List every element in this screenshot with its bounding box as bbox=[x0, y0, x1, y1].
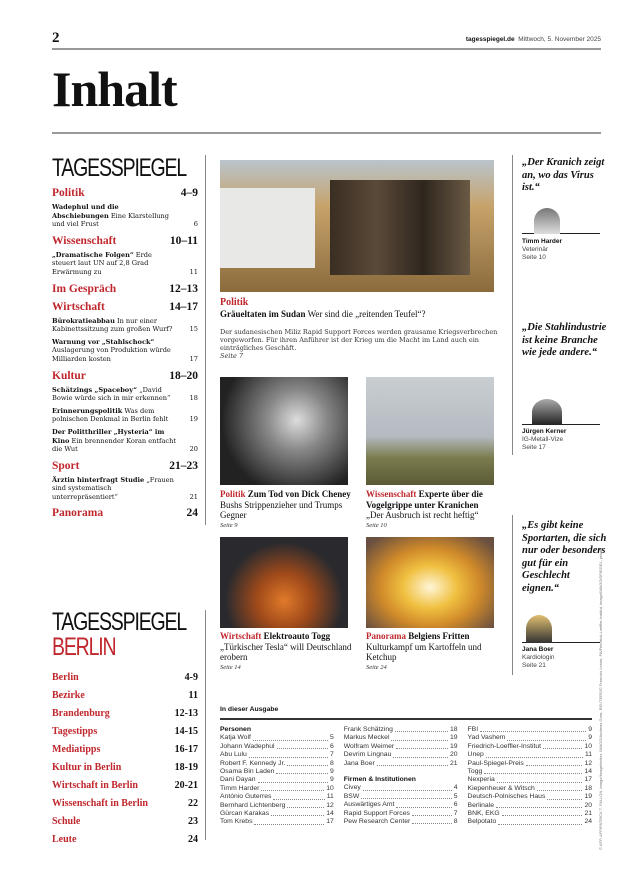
index-page: 19 bbox=[449, 742, 458, 750]
index-page: 21 bbox=[449, 759, 458, 767]
index-page: 10 bbox=[326, 784, 334, 792]
index-name: Unep bbox=[467, 751, 484, 759]
section-pages: 14-15 bbox=[174, 725, 198, 737]
index-page: 12 bbox=[326, 801, 334, 809]
index-page: 19 bbox=[449, 734, 458, 742]
index-page: 9 bbox=[588, 725, 592, 733]
index-entry[interactable] bbox=[220, 734, 334, 742]
index-page: 11 bbox=[326, 793, 334, 801]
toc-section-wissenschaft[interactable] bbox=[52, 235, 198, 247]
index-entry[interactable] bbox=[344, 751, 458, 759]
column-divider bbox=[205, 610, 206, 840]
berlin-toc bbox=[52, 610, 198, 848]
toc-item-text bbox=[52, 407, 177, 424]
story-section: Wissenschaft bbox=[366, 489, 417, 499]
column-divider bbox=[205, 155, 206, 525]
index-page: 8 bbox=[329, 759, 334, 767]
index-box bbox=[220, 706, 592, 827]
index-heading: Personen bbox=[220, 725, 251, 733]
index-name: Belpotato bbox=[467, 818, 497, 826]
toc-item-teaser: Was dem polnischen Denkmal in Berlin fehlt bbox=[52, 406, 169, 424]
leader-dots bbox=[254, 824, 324, 825]
toc-item-page: 21 bbox=[189, 492, 198, 501]
index-entry[interactable] bbox=[220, 793, 334, 801]
berlin-section[interactable] bbox=[52, 758, 198, 776]
leader-dots bbox=[276, 773, 328, 774]
story-togg[interactable] bbox=[220, 631, 355, 673]
toc-item-title: Schätzings „Spaceboy“ bbox=[52, 385, 138, 394]
index-name: Auswärtiges Amt bbox=[343, 801, 395, 809]
fries-photo[interactable] bbox=[366, 537, 494, 628]
index-entry[interactable] bbox=[220, 743, 334, 751]
issue-date: Mittwoch, 5. November 2025 bbox=[518, 36, 601, 43]
toc-section-politik[interactable] bbox=[52, 187, 198, 199]
index-page: 17 bbox=[326, 818, 334, 826]
index-entry[interactable] bbox=[344, 726, 458, 734]
toc-item-title: Wadephul und die Abschiebungen bbox=[52, 203, 119, 220]
index-entry[interactable] bbox=[220, 768, 334, 776]
leader-dots bbox=[412, 815, 452, 816]
toc-item[interactable] bbox=[52, 338, 198, 364]
story-page: Seite 14 bbox=[220, 663, 241, 671]
leader-dots bbox=[497, 782, 583, 783]
toc-item-title: Ärztin hinterfragt Studie bbox=[52, 475, 145, 484]
section-label: Panorama bbox=[52, 507, 104, 520]
section-pages: 4-9 bbox=[184, 671, 198, 683]
index-page: 20 bbox=[449, 751, 458, 759]
section-pages: 4–9 bbox=[180, 187, 198, 199]
toc-item-page: 11 bbox=[189, 267, 198, 276]
story-subline: Kulturkampf um Kartoffeln und Ketchup bbox=[366, 641, 482, 662]
leader-dots bbox=[507, 740, 586, 741]
index-name: Robert F. Kennedy Jr. bbox=[220, 759, 286, 767]
index-name: Pew Research Center bbox=[343, 817, 411, 825]
story-section: Politik bbox=[220, 489, 246, 499]
story-page: Seite 10 bbox=[366, 521, 387, 529]
index-entry[interactable] bbox=[468, 743, 592, 751]
index-page: 9 bbox=[588, 734, 592, 742]
index-name: Jana Boer bbox=[343, 759, 375, 767]
person-page: Seite 10 bbox=[522, 254, 546, 261]
sudan-photo[interactable] bbox=[220, 160, 494, 292]
leader-dots bbox=[277, 748, 328, 749]
person-name: Timm Harder bbox=[522, 238, 562, 245]
leader-dots bbox=[391, 740, 448, 741]
page-number: 2 bbox=[52, 30, 60, 46]
story-section: Wirtschaft bbox=[220, 631, 262, 641]
berlin-section[interactable] bbox=[52, 830, 198, 848]
story-lead[interactable] bbox=[220, 298, 500, 360]
tagesspiegel-logo: TAGESSPIEGEL bbox=[52, 608, 187, 636]
story-body: Der sudanesischen Miliz Rapid Support Forces werden grausame Kriegsverbrechen vorgeworfen. Für ihren Anführer ist der Krieg um die Macht im Land auch ein einträgliches Geschäft. bbox=[220, 328, 498, 352]
leader-dots bbox=[496, 807, 582, 808]
index-page: 19 bbox=[584, 793, 592, 801]
column-divider bbox=[512, 515, 513, 675]
berlin-section[interactable] bbox=[52, 722, 198, 740]
leader-dots bbox=[395, 731, 448, 732]
toc-section-panorama[interactable] bbox=[52, 507, 198, 519]
leader-dots bbox=[484, 773, 582, 774]
toc-item-title: Bürokratieabbau bbox=[52, 316, 115, 325]
section-label: Berlin bbox=[52, 671, 79, 683]
toc-item-text bbox=[52, 428, 177, 454]
section-pages: 12–13 bbox=[169, 282, 198, 295]
index-entry[interactable] bbox=[344, 784, 458, 792]
index-page: 5 bbox=[329, 734, 334, 742]
index-name: Deutsch-Polnisches Haus bbox=[467, 793, 546, 801]
quote-text: „Der Kranich zeigt an, wo das Virus ist.“ bbox=[522, 157, 605, 193]
index-entry[interactable] bbox=[220, 810, 334, 818]
story-headline: Zum Tod von Dick Cheney bbox=[247, 489, 351, 499]
toc-item[interactable] bbox=[52, 386, 198, 403]
toc-item[interactable] bbox=[52, 428, 198, 454]
leader-dots bbox=[480, 731, 586, 732]
index-name: Timm Harder bbox=[220, 784, 260, 792]
person-page: Seite 17 bbox=[522, 444, 546, 451]
index-entry[interactable] bbox=[468, 785, 592, 793]
photo-credits: © AFP, AFP/PATRICK T. FALLON, imago/Imagebroker, IMAGO/Andreas Gora, REUTERS/© Francois Lenoir, PA/Friedrich-Loeffler-Institut, imago/IMAGO/SPIEGEL, privat bbox=[598, 549, 603, 850]
section-pages: 10–11 bbox=[169, 234, 198, 247]
index-page: 20 bbox=[584, 801, 592, 809]
section-label: Brandenburg bbox=[52, 707, 110, 719]
index-page: 5 bbox=[453, 792, 458, 800]
index-name: FBI bbox=[467, 725, 479, 733]
index-entry[interactable] bbox=[344, 734, 458, 742]
story-subline: Wer sind die „reitenden Teufel“? bbox=[307, 308, 426, 319]
section-label: Schule bbox=[52, 815, 81, 827]
index-entry[interactable] bbox=[468, 751, 592, 759]
page-title: Inhalt bbox=[52, 61, 177, 117]
index-name: Johann Wadephul bbox=[220, 742, 275, 750]
story-headline: Gräueltaten im Sudan bbox=[220, 308, 306, 319]
index-name: Civey bbox=[343, 784, 361, 792]
index-page: 12 bbox=[584, 759, 592, 767]
index-name: António Guterres bbox=[220, 793, 272, 801]
leader-dots bbox=[258, 782, 328, 783]
index-name: Devrim Lingnau bbox=[343, 751, 392, 759]
leader-dots bbox=[526, 765, 583, 766]
toc-item[interactable] bbox=[52, 251, 198, 277]
toc-section-kultur[interactable] bbox=[52, 370, 198, 382]
section-pages: 11 bbox=[188, 689, 198, 701]
section-label: Mediatipps bbox=[52, 743, 101, 755]
index-entry[interactable] bbox=[220, 802, 334, 810]
index-heading: Firmen & Institutionen bbox=[343, 775, 416, 783]
index-title: In dieser Ausgabe bbox=[220, 706, 279, 713]
index-rule bbox=[220, 718, 592, 720]
toc-item-page: 15 bbox=[189, 325, 198, 334]
leader-dots bbox=[377, 765, 448, 766]
section-pages: 24 bbox=[188, 833, 198, 845]
index-entry[interactable] bbox=[468, 768, 592, 776]
section-pages: 21–23 bbox=[169, 459, 198, 472]
index-page: 10 bbox=[584, 742, 592, 750]
index-page: 7 bbox=[453, 809, 458, 817]
story-page: Seite 7 bbox=[220, 352, 244, 360]
toc-item-page: 19 bbox=[189, 415, 198, 424]
leader-dots bbox=[261, 790, 324, 791]
index-page: 17 bbox=[584, 776, 592, 784]
toc-section-wirtschaft[interactable] bbox=[52, 301, 198, 313]
index-entry[interactable] bbox=[468, 734, 592, 742]
story-cheney[interactable] bbox=[220, 489, 355, 531]
toc-item-text bbox=[52, 251, 177, 277]
toc-item-text bbox=[52, 338, 177, 364]
toc-item[interactable] bbox=[52, 317, 198, 334]
toc-item-teaser: Auslagerung von Produktion würde Milliarden kosten bbox=[52, 346, 171, 363]
section-label: Wissenschaft bbox=[52, 234, 117, 247]
toc-item[interactable] bbox=[52, 203, 198, 229]
toc-item-teaser: Erde steuert laut UN auf 2,8 Grad Erwärmung zu bbox=[52, 250, 152, 276]
toc-item-page: 6 bbox=[193, 220, 198, 229]
leader-dots bbox=[393, 757, 448, 758]
index-name: Rapid Support Forces bbox=[343, 809, 410, 817]
index-entry[interactable] bbox=[344, 743, 458, 751]
toc-item-page: 20 bbox=[189, 445, 198, 454]
index-page: 11 bbox=[584, 751, 592, 759]
quote-text: „Es gibt keine Sportarten, die sich nur oder besonders gut für ein Geschlecht eignen.“ bbox=[522, 520, 607, 594]
index-name: BSW bbox=[343, 792, 360, 800]
soldiers bbox=[330, 180, 470, 275]
toc-item-page: 17 bbox=[189, 354, 198, 363]
story-headline: Experte über die Vogelgrippe unter Kranichen bbox=[366, 489, 483, 510]
toc-item-page: 18 bbox=[189, 394, 198, 403]
index-name: Katja Wolf bbox=[220, 734, 251, 742]
header-meta bbox=[466, 36, 601, 43]
story-page: Seite 24 bbox=[366, 663, 387, 671]
section-label: Wissenschaft in Berlin bbox=[52, 797, 148, 809]
title-rule bbox=[52, 132, 601, 134]
index-entry[interactable] bbox=[220, 751, 334, 759]
section-pages: 12-13 bbox=[174, 707, 198, 719]
index-name: Osama Bin Laden bbox=[220, 767, 275, 775]
index-name: Gürcan Karakas bbox=[220, 809, 270, 817]
leader-dots bbox=[547, 799, 582, 800]
section-label: Leute bbox=[52, 833, 77, 845]
berlin-section[interactable] bbox=[52, 668, 198, 686]
index-name: Abu Lulu bbox=[220, 751, 247, 759]
person-page: Seite 21 bbox=[522, 662, 546, 669]
berlin-section[interactable] bbox=[52, 704, 198, 722]
toc-item-title: Erinnerungspolitik bbox=[52, 406, 123, 415]
toc-item-teaser: Eine Klarstellung und viel Frust bbox=[52, 211, 170, 229]
section-label: Tagestipps bbox=[52, 725, 98, 737]
leader-dots bbox=[486, 757, 583, 758]
story-subline: „Der Ausbruch ist recht heftig“ bbox=[366, 510, 479, 520]
index-page: 14 bbox=[584, 767, 592, 775]
index-entry[interactable] bbox=[220, 776, 334, 784]
quote-person bbox=[522, 238, 600, 262]
index-name: Markus Meckel bbox=[343, 734, 390, 742]
index-name: Tom Krebs bbox=[220, 818, 253, 826]
toc-item-title: Der Politthriller „Hysteria“ im Kino bbox=[52, 427, 165, 445]
index-entry[interactable] bbox=[220, 785, 334, 793]
person-role: IG-Metall-Vize bbox=[522, 436, 564, 443]
index-page: 21 bbox=[584, 809, 592, 817]
index-page: 18 bbox=[584, 784, 592, 792]
index-entry[interactable] bbox=[220, 818, 334, 826]
leader-dots bbox=[287, 765, 328, 766]
leader-dots bbox=[396, 807, 451, 808]
toc-item-teaser: „David Bowie würde sich in mir erkennen“ bbox=[52, 385, 171, 403]
main-toc bbox=[52, 156, 198, 519]
toc-item-text bbox=[52, 317, 177, 334]
index-page: 8 bbox=[453, 817, 458, 825]
leader-dots bbox=[543, 748, 582, 749]
index-page: 4 bbox=[453, 784, 458, 792]
section-label: Sport bbox=[52, 459, 80, 472]
index-entry[interactable] bbox=[468, 802, 592, 810]
index-page: 6 bbox=[453, 801, 458, 809]
index-entry[interactable] bbox=[468, 726, 592, 734]
quote-text: „Die Stahlindustrie ist keine Branche wie jede andere.“ bbox=[522, 322, 607, 358]
index-name: Dani Dayan bbox=[220, 776, 256, 784]
story-fries[interactable] bbox=[366, 631, 501, 673]
leader-dots bbox=[249, 757, 328, 758]
index-entry[interactable] bbox=[344, 810, 458, 818]
berlin-section[interactable] bbox=[52, 686, 198, 704]
quote-person bbox=[522, 428, 600, 452]
index-name: Bernhard Lichtenberg bbox=[220, 801, 286, 809]
index-entry[interactable] bbox=[468, 818, 592, 826]
toc-item-teaser: In nur einer Kabinettssitzung zum großen Wurf? bbox=[52, 316, 173, 334]
togg-photo[interactable] bbox=[220, 537, 348, 628]
index-entry[interactable] bbox=[468, 810, 592, 818]
person-role: Veterinär bbox=[522, 246, 549, 253]
section-pages: 18–20 bbox=[169, 369, 198, 382]
person-name: Jürgen Kerner bbox=[522, 428, 567, 435]
leader-dots bbox=[361, 798, 452, 799]
pickup-truck bbox=[220, 188, 315, 268]
leader-dots bbox=[537, 790, 583, 791]
toc-item-text bbox=[52, 203, 177, 229]
toc-item-title: „Dramatische Folgen“ bbox=[52, 250, 134, 259]
story-subline: „Türkischer Tesla“ will Deutschland erobern bbox=[220, 641, 352, 662]
leader-dots bbox=[253, 740, 328, 741]
berlin-section[interactable] bbox=[52, 794, 198, 812]
index-page: 6 bbox=[329, 742, 334, 750]
toc-item-text bbox=[52, 476, 177, 502]
berlin-section[interactable] bbox=[52, 740, 198, 758]
index-page: 9 bbox=[329, 776, 334, 784]
index-name: Frank Schätzing bbox=[343, 725, 393, 733]
index-name: BNK, EKG bbox=[467, 809, 500, 817]
index-page: 7 bbox=[329, 751, 334, 759]
index-name: Friedrich-Loeffler-Institut bbox=[467, 742, 542, 750]
toc-item[interactable] bbox=[52, 407, 198, 424]
leader-dots bbox=[273, 799, 324, 800]
index-name: Yad Vashem bbox=[467, 734, 506, 742]
person-name: Jana Boer bbox=[522, 646, 554, 653]
portrait-juergen-kerner bbox=[522, 397, 600, 425]
index-name: Nexperia bbox=[467, 776, 495, 784]
section-label: Politik bbox=[52, 187, 85, 199]
story-headline: Elektroauto Togg bbox=[263, 631, 331, 641]
index-name: Berlinale bbox=[467, 801, 494, 809]
index-name: Kiepenheuer & Witsch bbox=[467, 784, 535, 792]
index-entry[interactable] bbox=[344, 760, 458, 768]
section-pages: 22 bbox=[188, 797, 198, 809]
index-page: 18 bbox=[449, 725, 458, 733]
leader-dots bbox=[412, 823, 451, 824]
story-headline: Belgiens Fritten bbox=[408, 631, 470, 641]
index-entry[interactable] bbox=[468, 776, 592, 784]
site-name: tagesspiegel.de bbox=[465, 36, 515, 43]
portrait-timm-harder bbox=[522, 206, 600, 234]
leader-dots bbox=[502, 815, 583, 816]
section-label: Wirtschaft in Berlin bbox=[52, 779, 138, 791]
section-pages: 18-19 bbox=[174, 761, 198, 773]
index-page: 14 bbox=[326, 809, 334, 817]
berlin-section[interactable] bbox=[52, 812, 198, 830]
index-page: 24 bbox=[584, 818, 592, 826]
index-entry[interactable] bbox=[344, 801, 458, 809]
section-label: Kultur in Berlin bbox=[52, 761, 122, 773]
section-label: Wirtschaft bbox=[52, 300, 105, 313]
section-label: Kultur bbox=[52, 369, 86, 382]
leader-dots bbox=[271, 815, 324, 816]
section-pages: 14–17 bbox=[169, 300, 198, 313]
leader-dots bbox=[287, 807, 324, 808]
section-pages: 16-17 bbox=[174, 743, 198, 755]
toc-section-im-gespräch[interactable] bbox=[52, 283, 198, 295]
section-label: Bezirke bbox=[52, 689, 85, 701]
index-name: Paul-Spiegel-Preis bbox=[467, 759, 524, 767]
index-name: Wolfram Weimer bbox=[343, 742, 395, 750]
header-rule bbox=[52, 48, 601, 50]
quote-person bbox=[522, 646, 600, 670]
story-cranes[interactable] bbox=[366, 489, 501, 531]
leader-dots bbox=[498, 824, 582, 825]
story-section: Politik bbox=[220, 297, 249, 308]
cheney-photo[interactable] bbox=[220, 377, 348, 485]
leader-dots bbox=[396, 748, 448, 749]
person-role: Kardiologin bbox=[522, 654, 555, 661]
index-entry[interactable] bbox=[344, 818, 458, 826]
toc-item-teaser: Ein brennender Koran entfacht die Wut bbox=[52, 436, 177, 454]
toc-item-title: Warnung vor „Stahlschock“ bbox=[52, 337, 155, 346]
berlin-section[interactable] bbox=[52, 776, 198, 794]
leader-dots bbox=[363, 790, 452, 791]
story-subline: Bushs Strippenzieher und Trumps Gegner bbox=[220, 499, 343, 520]
story-page: Seite 9 bbox=[220, 521, 238, 529]
index-entry[interactable] bbox=[468, 793, 592, 801]
cranes-photo[interactable] bbox=[366, 377, 494, 485]
section-pages: 23 bbox=[188, 815, 198, 827]
column-divider bbox=[512, 155, 513, 455]
tagesspiegel-logo: TAGESSPIEGEL bbox=[52, 154, 187, 182]
story-section: Panorama bbox=[366, 631, 406, 641]
berlin-logo: BERLIN bbox=[52, 633, 116, 661]
index-entry[interactable] bbox=[468, 760, 592, 768]
index-name: Togg bbox=[467, 767, 483, 775]
toc-section-sport[interactable] bbox=[52, 460, 198, 472]
index-entry[interactable] bbox=[344, 793, 458, 801]
index-entry[interactable] bbox=[220, 760, 334, 768]
toc-item-teaser: „Frauen sind systematisch unterrepräsentiert“ bbox=[52, 475, 174, 501]
toc-item[interactable] bbox=[52, 476, 198, 502]
toc-item-text bbox=[52, 386, 177, 403]
index-page: 9 bbox=[329, 767, 334, 775]
section-pages: 20-21 bbox=[174, 779, 198, 791]
section-pages: 24 bbox=[186, 507, 198, 520]
portrait-jana-boer bbox=[522, 615, 600, 643]
section-label: Im Gespräch bbox=[52, 282, 117, 295]
